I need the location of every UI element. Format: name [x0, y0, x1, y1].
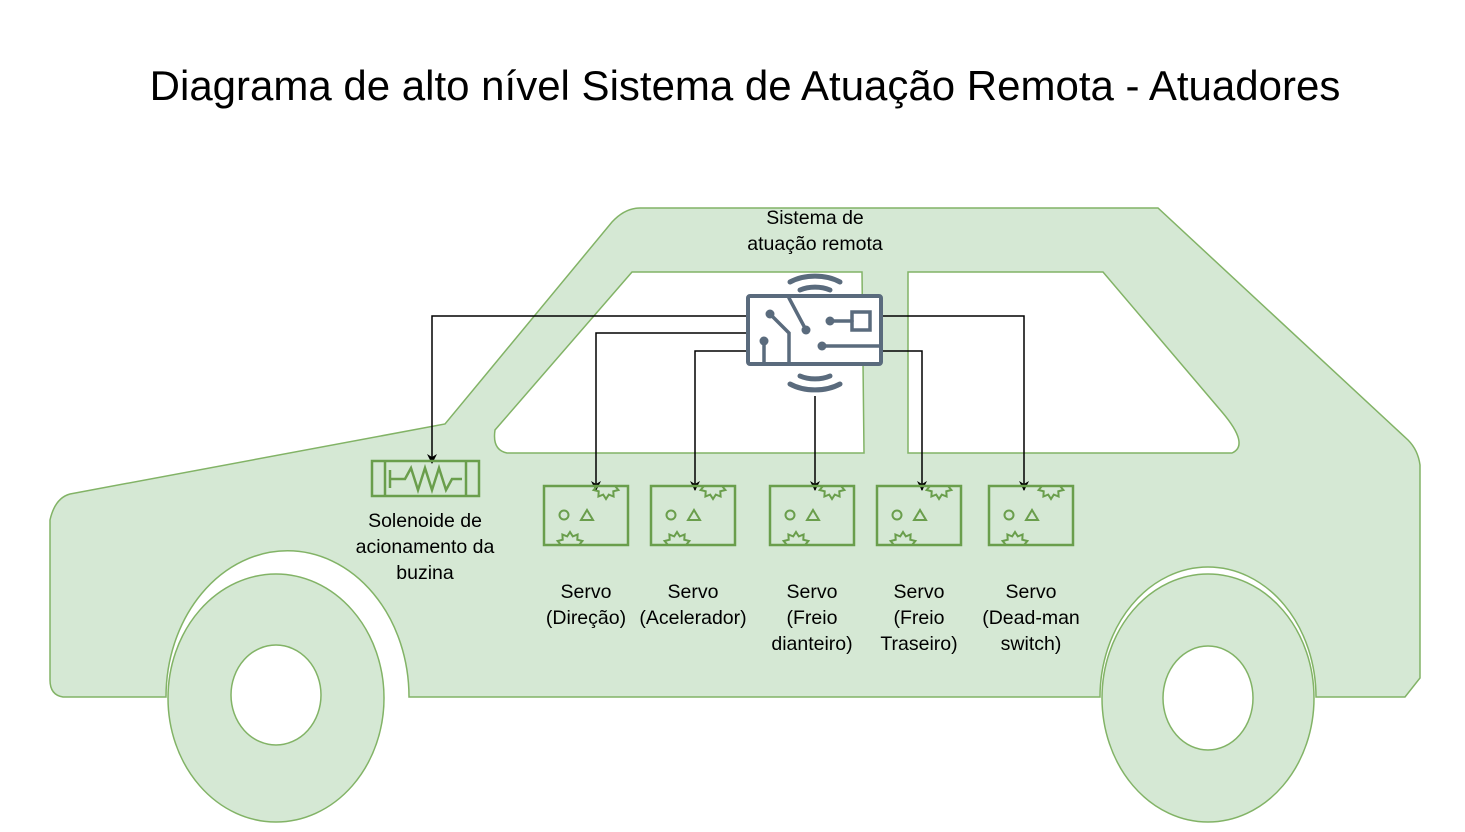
servo-steering-label-line-2: (Direção)	[545, 607, 627, 629]
servo-dead-man-switch-label-line-3: switch)	[1000, 633, 1062, 655]
horn-label-line-1: Solenoide de	[368, 510, 482, 532]
servo-dead-man-switch-label	[951, 579, 1111, 657]
servo-rear-brake-label-line-3: Traseiro)	[880, 633, 958, 655]
controller-label-line-1: Sistema de	[766, 207, 864, 229]
horn-label-line-2: acionamento da	[355, 536, 495, 558]
controller-label	[715, 205, 915, 257]
servo-front-brake-label-line-2: (Freio	[786, 607, 838, 629]
servo-accelerator-label-line-2: (Acelerador)	[639, 607, 747, 629]
wheel-front-hub	[231, 645, 321, 745]
wheel-rear-hub	[1163, 646, 1253, 750]
servo-dead-man-switch-label-line-1: Servo	[1005, 581, 1057, 603]
servo-front-brake-label-line-3: dianteiro)	[771, 633, 853, 655]
servo-dead-man-switch-label-line-2: (Dead-man	[982, 607, 1080, 629]
horn-label	[325, 508, 525, 586]
controller-label-line-2: atuação remota	[747, 233, 883, 255]
page-title: Diagrama de alto nível Sistema de Atuação Remota - Atuadores	[149, 62, 1341, 109]
servo-front-brake-label-line-1: Servo	[786, 581, 838, 603]
servo-rear-brake-label-line-1: Servo	[893, 581, 945, 603]
servo-accelerator-label-line-1: Servo	[667, 581, 719, 603]
servo-steering-label-line-1: Servo	[560, 581, 612, 603]
horn-label-line-3: buzina	[396, 562, 454, 584]
servo-rear-brake-label-line-2: (Freio	[893, 607, 945, 629]
